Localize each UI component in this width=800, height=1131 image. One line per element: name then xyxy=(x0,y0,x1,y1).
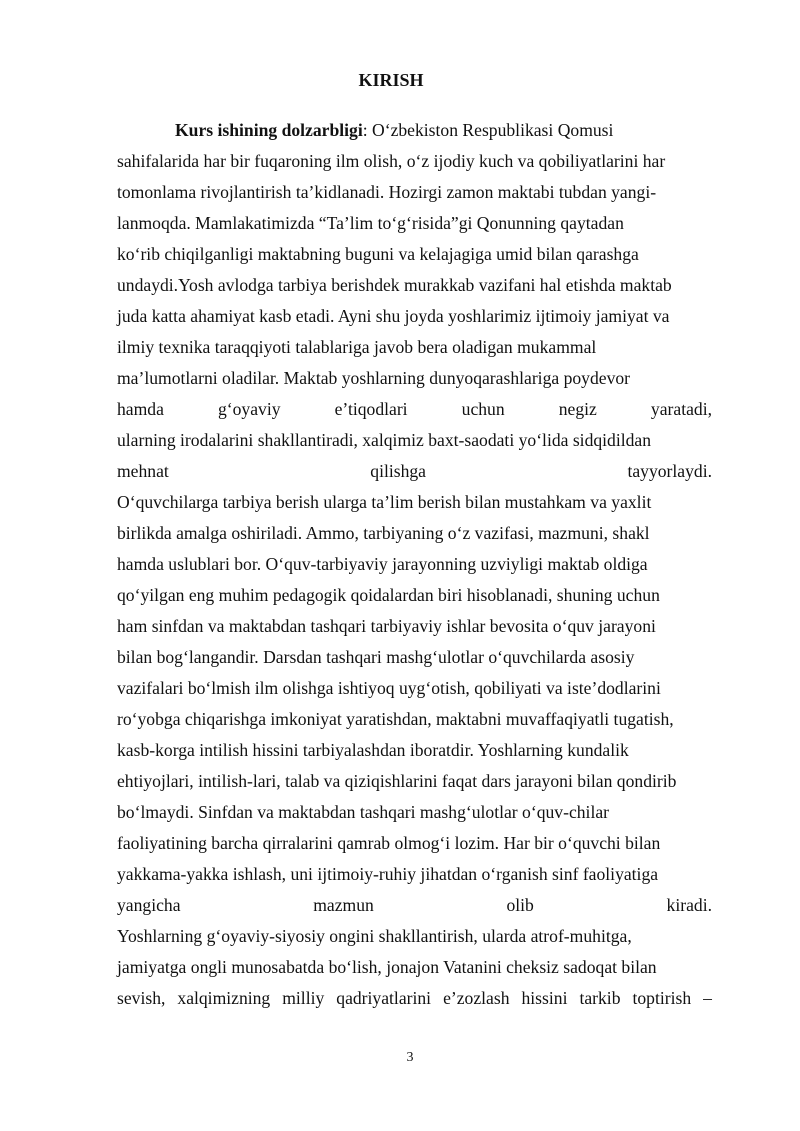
word: xalqimizning xyxy=(177,988,271,1008)
text-line: hamda uslublari bor. O‘quv-tarbiyaviy jarayonning uzviyligi maktab oldiga xyxy=(117,554,648,574)
lead-line xyxy=(117,115,712,146)
text-line: kasb-korga intilish hissini tarbiyalashdan iboratdir. Yoshlarning kundalik xyxy=(117,740,629,760)
text-line: ro‘yobga chiqarishga imkoniyat yaratishdan, maktabni muvaffaqiyatli tugatish, xyxy=(117,709,674,729)
text-line: qo‘yilgan eng muhim pedagogik qoidalardan biri hisoblanadi, shuning uchun xyxy=(117,585,660,605)
text-line: undaydi.Yosh avlodga tarbiya berishdek murakkab vazifani hal etishda maktab xyxy=(117,275,672,295)
word: qadriyatlarini xyxy=(336,988,432,1008)
text-line: bilan bog‘langandir. Darsdan tashqari mashg‘ulotlar o‘quvchilarda asosiy xyxy=(117,647,635,667)
page-number: 3 xyxy=(406,1050,414,1065)
text-line: faoliyatining barcha qirralarini qamrab olmog‘i lozim. Har bir o‘quvchi bilan xyxy=(117,833,661,853)
word: – xyxy=(703,988,712,1008)
word: sevish, xyxy=(117,988,166,1008)
text-line: jamiyatga ongli munosabatda bo‘lish, jonajon Vatanini cheksiz sadoqat bilan xyxy=(117,957,657,977)
text-line: lanmoqda. Mamlakatimizda “Ta’lim to‘g‘risida”gi Qonunning qaytadan xyxy=(117,213,624,233)
word: qilishga xyxy=(370,461,426,481)
word: e’tiqodlari xyxy=(334,399,408,419)
text-line: ularning irodalarini shakllantiradi, xalqimiz baxt-saodati yo‘lida sidqidildan xyxy=(117,430,652,450)
word: mazmun xyxy=(313,895,374,915)
word: mehnat xyxy=(117,461,169,481)
word: negiz xyxy=(558,399,597,419)
word: g‘oyaviy xyxy=(217,399,281,419)
justified-line xyxy=(117,394,712,425)
word: hamda xyxy=(117,399,164,419)
word: kiradi. xyxy=(666,895,712,915)
justified-line xyxy=(117,983,712,1014)
text-line: ehtiyojlari, intilish-lari, talab va qiziqishlarini faqat dars jarayoni bilan qondirib xyxy=(117,771,677,791)
lead-text: : O‘zbekiston Respublikasi Qomusi xyxy=(362,120,614,140)
word: e’zozlash xyxy=(443,988,510,1008)
text-line: sahifalarida har bir fuqaroning ilm olish, o‘z ijodiy kuch va qobiliyatlarini har xyxy=(117,151,666,171)
section-title: KIRISH xyxy=(358,70,424,90)
text-line: ma’lumotlarni oladilar. Maktab yoshlarning dunyoqarashlariga poydevor xyxy=(117,368,631,388)
text-line: bo‘lmaydi. Sinfdan va maktabdan tashqari mashg‘ulotlar o‘quv-chilar xyxy=(117,802,609,822)
word: hissini xyxy=(521,988,568,1008)
text-line: O‘quvchilarga tarbiya berish ularga ta’lim berish bilan mustahkam va yaxlit xyxy=(117,492,652,512)
text-line: Yoshlarning g‘oyaviy-siyosiy ongini shakllantirish, ularda atrof-muhitga, xyxy=(117,926,632,946)
text-line: juda katta ahamiyat kasb etadi. Ayni shu joyda yoshlarimiz ijtimoiy jamiyat va xyxy=(117,306,670,326)
word: milliy xyxy=(282,988,325,1008)
text-line: vazifalari bo‘lmish ilm olishga ishtiyoq uyg‘otish, qobiliyati va iste’dodlarini xyxy=(117,678,661,698)
text-line: tomonlama rivojlantirish ta’kidlanadi. Hozirgi zamon maktabi tubdan yangi- xyxy=(117,182,657,202)
text-line: ko‘rib chiqilganligi maktabning buguni va kelajagiga umid bilan qarashga xyxy=(117,244,639,264)
text-line: yakkama-yakka ishlash, uni ijtimoiy-ruhiy jihatdan o‘rganish sinf faoliyatiga xyxy=(117,864,659,884)
word: uchun xyxy=(461,399,505,419)
lead-label: Kurs ishining dolzarbligi xyxy=(175,120,363,140)
word: olib xyxy=(506,895,534,915)
body-text xyxy=(117,115,712,1014)
text-line: ilmiy texnika taraqqiyoti talablariga javob bera oladigan mukammal xyxy=(117,337,597,357)
text-line: ham sinfdan va maktabdan tashqari tarbiyaviy ishlar bevosita o‘quv jarayoni xyxy=(117,616,656,636)
word: toptirish xyxy=(632,988,692,1008)
justified-line xyxy=(117,890,712,921)
word: yangicha xyxy=(117,895,181,915)
word: yaratadi, xyxy=(650,399,712,419)
word: tayyorlaydi. xyxy=(627,461,712,481)
text-line: birlikda amalga oshiriladi. Ammo, tarbiyaning o‘z vazifasi, mazmuni, shakl xyxy=(117,523,650,543)
word: tarkib xyxy=(579,988,621,1008)
justified-line xyxy=(117,456,712,487)
